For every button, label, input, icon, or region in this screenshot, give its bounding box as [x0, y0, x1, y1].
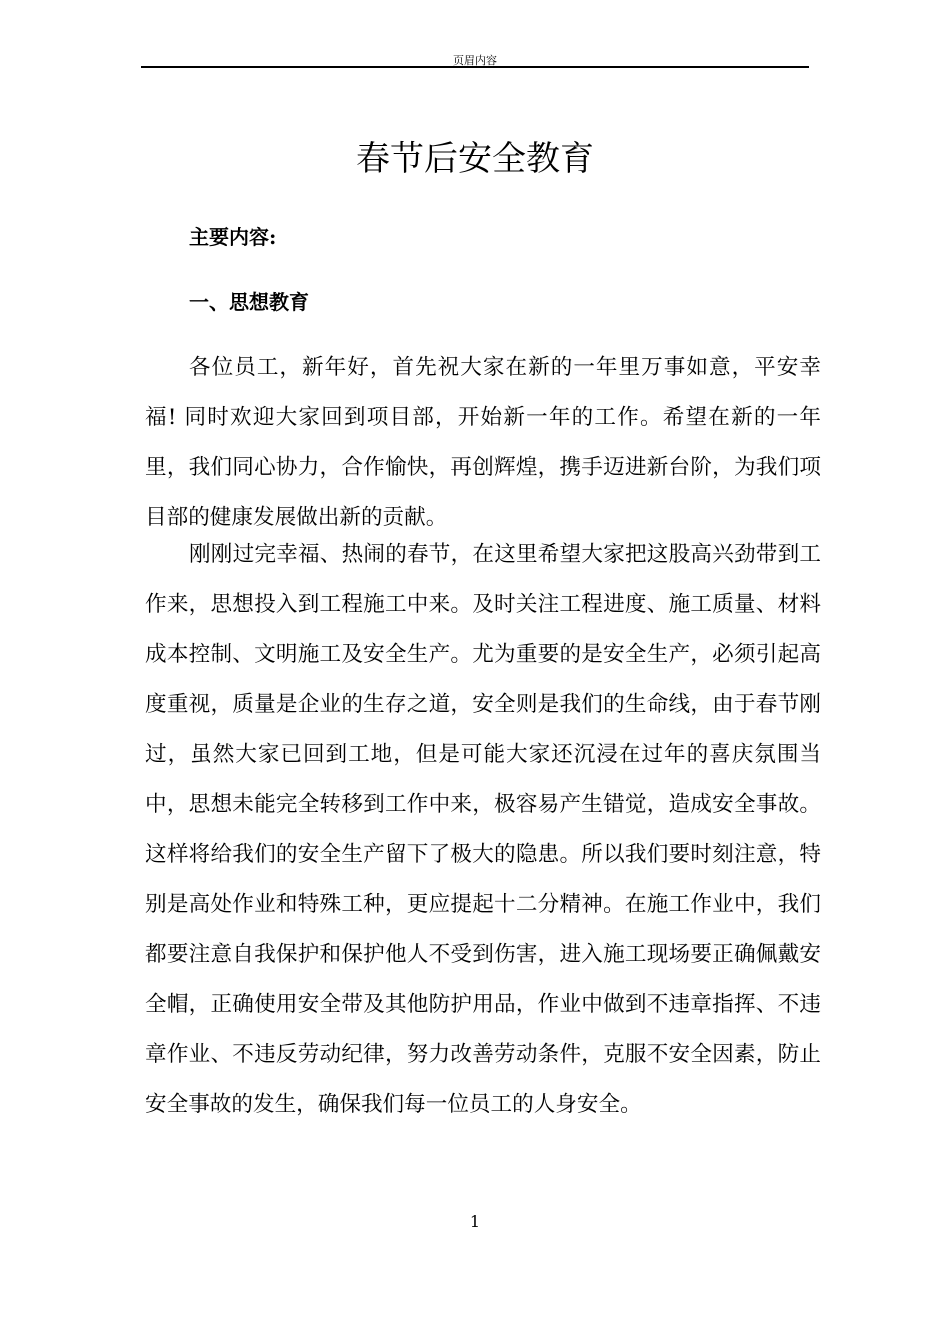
header-divider: [141, 66, 809, 68]
section-heading-ideological-education: 一、思想教育: [189, 290, 309, 314]
page-number: 1: [469, 1212, 481, 1231]
page-header-text: 页眉内容: [453, 54, 497, 67]
body-paragraph: 刚刚过完幸福、热闹的春节，在这里希望大家把这股高兴劲带到工作来，思想投入到工程施工中来。及时关注工程进度、施工质量、材料成本控制、文明施工及安全生产。尤为重要的是安全生产，必须引起高度重视，质量是企业的生存之道，安全则是我们的生命线，由于春节刚过，虽然大家已回到工地，但是可能大家还沉浸在过年的喜庆氛围当中，思想未能完全转移到工作中来，极容易产生错觉，造成安全事故。这样将给我们的安全生产留下了极大的隐患。所以我们要时刻注意，特别是高处作业和特殊工种，更应提起十二分精神。在施工作业中，我们都要注意自我保护和保护他人不受到伤害，进入施工现场要正确佩戴安全帽，正确使用安全带及其他防护用品，作业中做到不违章指挥、不违章作业、不违反劳动纪律，努力改善劳动条件，克服不安全因素，防止安全事故的发生，确保我们每一位员工的人身安全。: [145, 542, 821, 1117]
document-title: 春节后安全教育: [356, 139, 594, 179]
main-content-label: 主要内容:: [189, 225, 277, 249]
body-paragraph: 各位员工，新年好，首先祝大家在新的一年里万事如意，平安幸福! 同时欢迎大家回到项目部，开始新一年的工作。希望在新的一年里，我们同心协力，合作愉快，再创辉煌，携手迈进新台阶，为我们项目部的健康发展做出新的贡献。: [145, 355, 821, 530]
